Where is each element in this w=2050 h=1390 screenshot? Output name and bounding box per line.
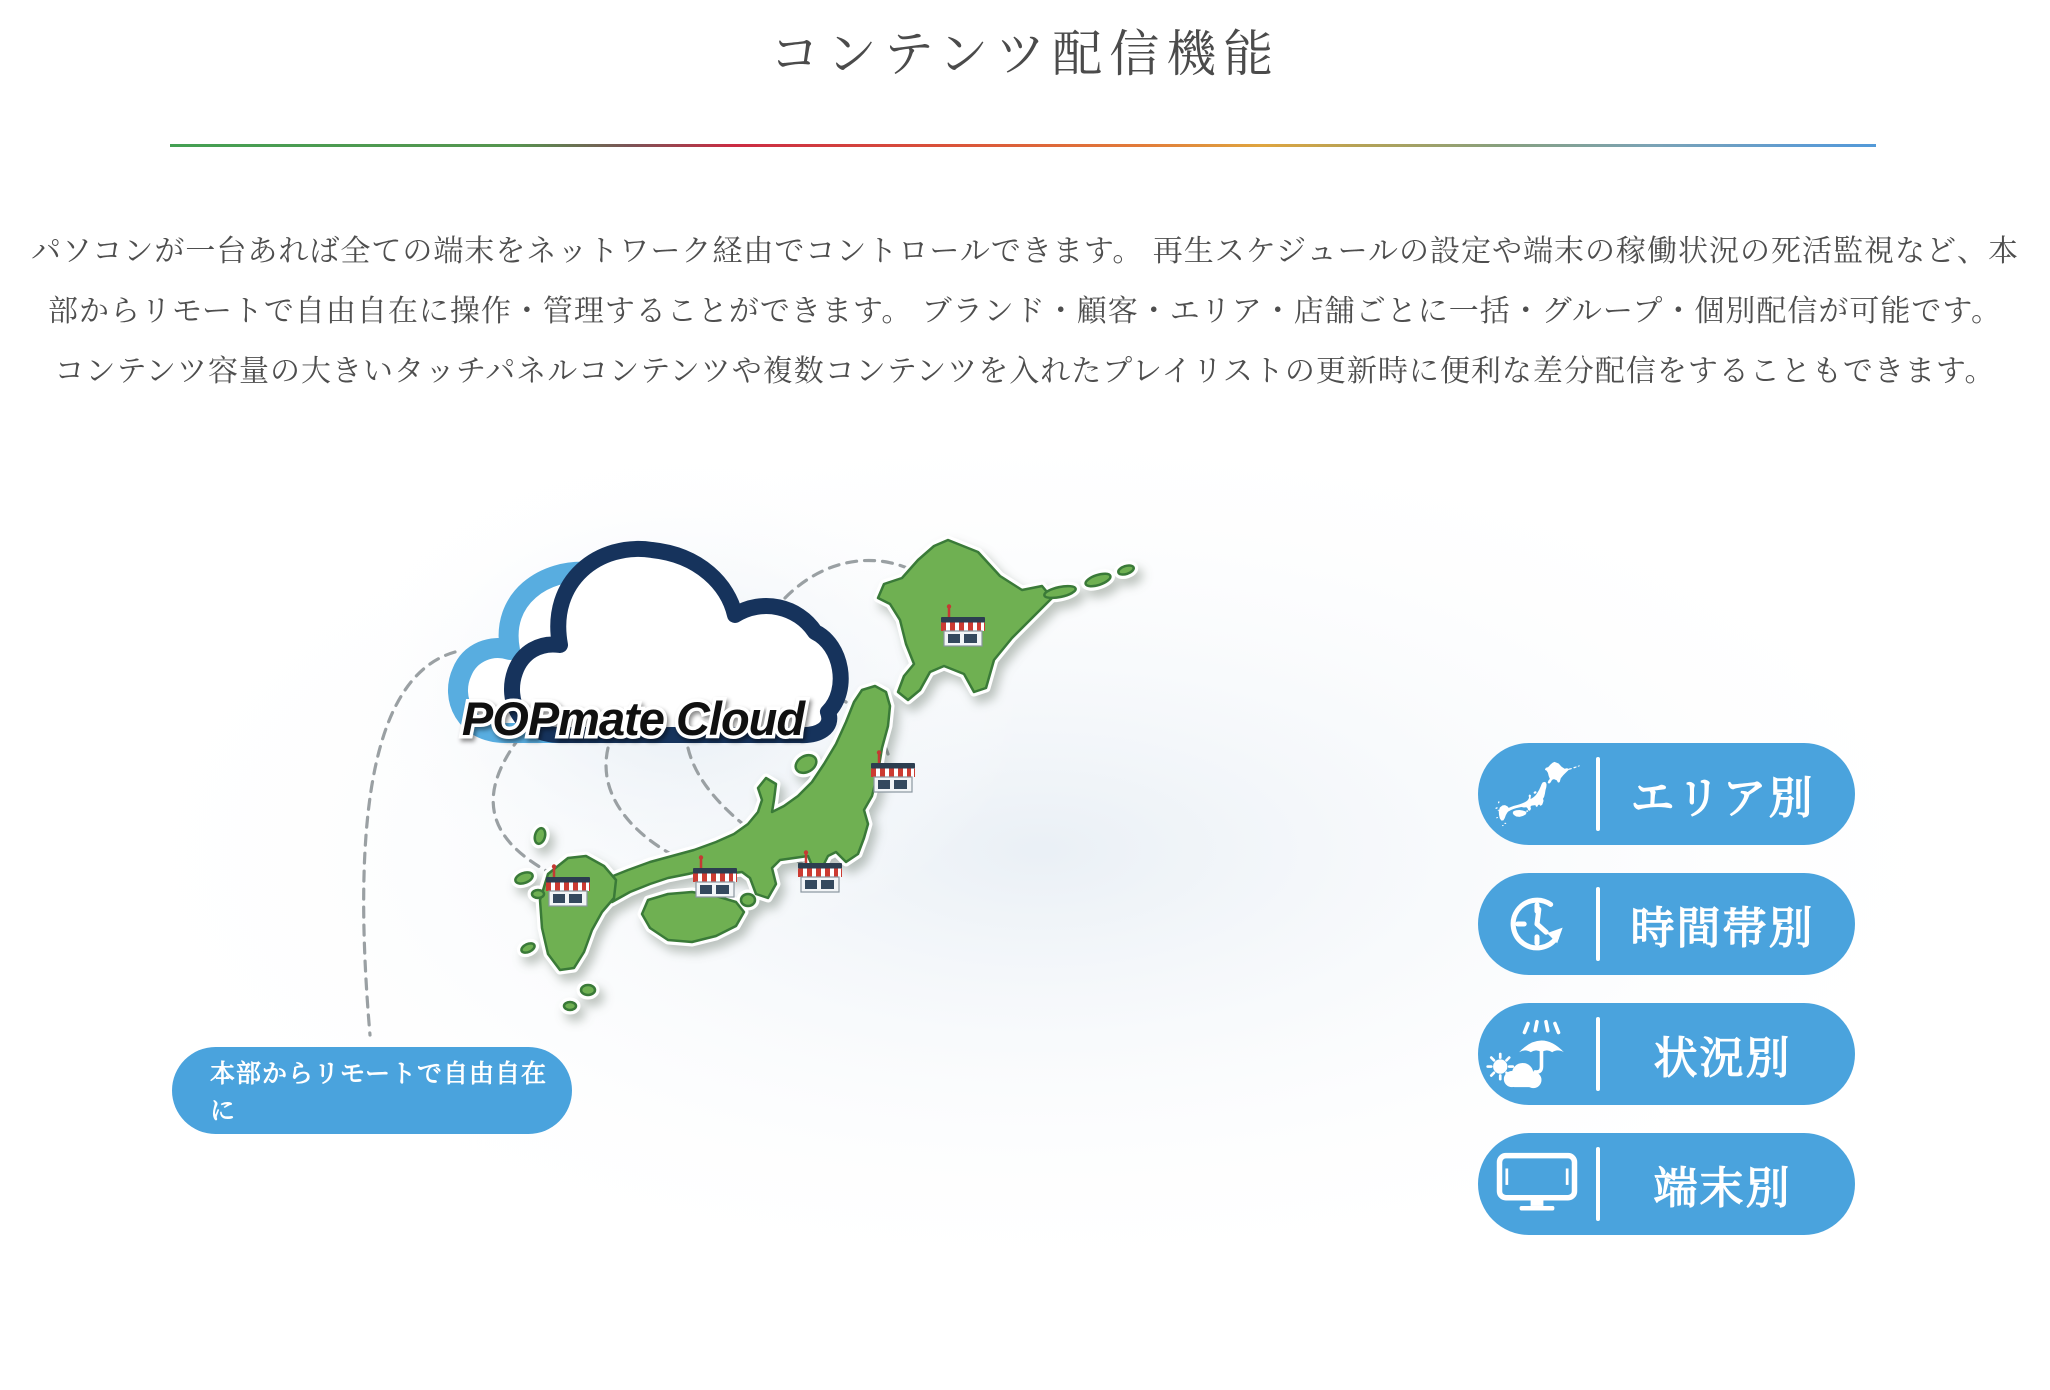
area-button[interactable] [1478, 743, 1855, 845]
clock-icon [1478, 891, 1596, 957]
pill-label: 状況別 [1653, 1034, 1792, 1083]
remote-control-bubble [172, 1047, 572, 1162]
cloud-logo-text: POPmate Cloud [461, 692, 805, 745]
terminal-button[interactable] [1478, 1133, 1855, 1235]
bubble-line-1: 本部からリモートで自由自在に [210, 1060, 548, 1125]
pill-label: 端末別 [1653, 1164, 1792, 1213]
monitor-icon [1478, 1152, 1596, 1216]
situation-button[interactable] [1478, 1003, 1855, 1105]
timezone-button[interactable] [1478, 873, 1855, 975]
weather-icon [1478, 1016, 1596, 1092]
pill-label: 時間帯別 [1630, 904, 1815, 953]
page-description: パソコンが一台あれば全ての端末をネットワーク経由でコントロールできます。 再生スケジュールの設定や端末の稼働状況の死活監視など、本部からリモートで自由自在に操作・管理することができます。 ブランド・顧客・エリア・店舗ごとに一括・グループ・個別配信が可能です。 コンテンツ容量の大きいタッチパネルコンテンツや複数コンテンツを入れたプレイリストの更新時に便利な差分配信をすることもできます。 [31, 235, 2019, 388]
japan-map-icon [1478, 760, 1596, 828]
pill-label: エリア別 [1630, 774, 1815, 823]
bubble-line-2: 操作・管理が可能です!! [210, 1134, 489, 1162]
page-title: コンテンツ配信機能 [769, 26, 1281, 82]
